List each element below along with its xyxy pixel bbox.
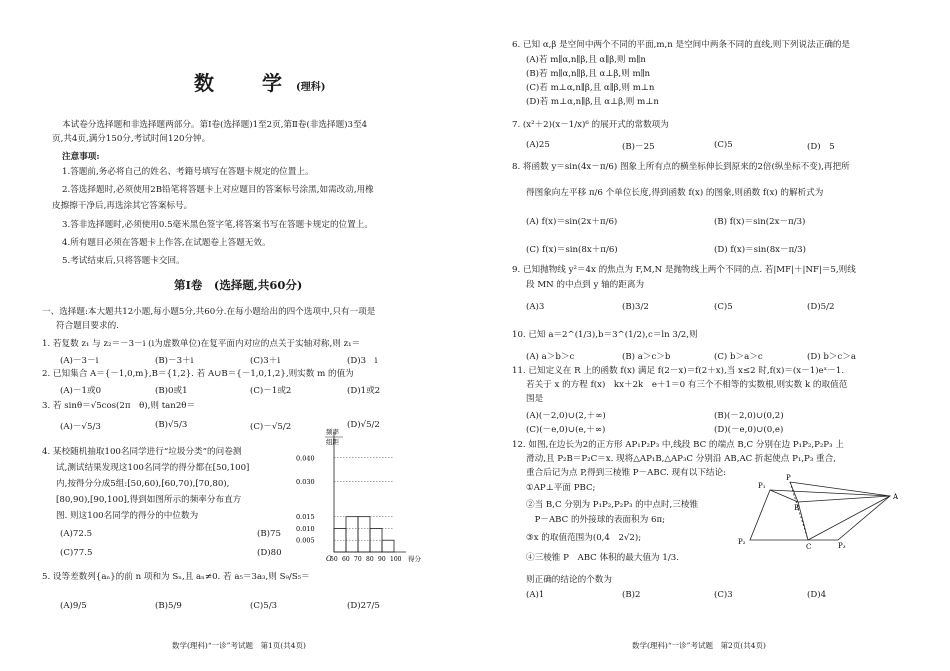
note-5: 5.考试结束后,只将答题卡交回。 [62,256,185,266]
question-7: 7. (x²＋2)(x－1/x)⁶ 的展开式的常数项为 [512,120,669,130]
q12-option-b: (B)2 [622,590,641,600]
q12-conclusion-4: ④三棱锥 P ABC 体积的最大值为 1/3. [526,553,679,563]
section-title: 第Ⅰ卷 (选择题,共60分) [174,278,303,292]
q2-option-c: (C)－1或2 [250,386,292,396]
edge-b-c [798,502,808,540]
question-9-cont: 段 MN 的中点到 y 轴的距离为 [526,280,645,290]
notice-title: 注意事项: [62,152,100,162]
label-c: C [806,543,812,551]
q4-option-d: (D)80 [257,548,282,558]
q11-option-c: (C)(－e,0)∪(e,＋∞) [526,425,606,435]
y-tick-label: 0.005 [296,536,315,545]
y-tick-label: 0.030 [296,477,315,486]
q6-option-d: (D)若 m⊥α,n∥β,且 α⊥β,则 m⊥n [526,97,659,107]
q7-option-b: (B)－25 [622,142,655,152]
y-tick-label: 0.015 [296,513,315,522]
q11-option-b: (B)(－2,0)∪(0,2) [714,411,784,421]
y-tick-label: 0.040 [296,454,315,463]
x-tick-label: 80 [366,556,374,563]
question-1: 1. 若复数 z₁ 与 z₂＝－3－i (i为虚数单位)在复平面内对应的点关于实轴对称,则 z₁＝ [42,339,361,349]
page-title: 数 学(理科) [194,71,326,95]
q1-option-a: (A)－3－i [60,356,99,366]
note-2-cont: 皮擦擦干净后,再选涂其它答案标号。 [52,201,193,211]
q2-option-b: (B)0或1 [155,386,188,396]
label-b: B [794,504,800,512]
y-tick-label: 0.010 [296,524,315,533]
intro-line-1: 本试卷分选择题和非选择题两部分。第Ⅰ卷(选择题)1至2页,第Ⅱ卷(非选择题)3至4 [62,120,368,130]
q6-option-b: (B)若 m∥α,n∥β,且 α⊥β,则 m∥n [526,69,651,79]
q4-option-c: (C)77.5 [60,548,93,558]
part1-instructions: 一、选择题:本大题共12小题,每小题5分,共60分.在每小题给出的四个选项中,只有一项是 [42,307,376,317]
q11-option-d: (D)(－e,0)∪(0,e) [714,425,784,435]
q12-option-c: (C)3 [714,590,733,600]
part1-instructions-cont: 符合题目要求的. [56,321,119,331]
q8-option-b: (B) f(x)＝sin(2x－π/3) [714,217,806,227]
question-8: 8. 将函数 y＝sin(4x－π/6) 图象上所有点的横坐标伸长到原来的2倍(纵坐标不变),再把所 [512,162,850,172]
q9-option-a: (A)3 [526,302,545,312]
q5-option-c: (C)5/3 [250,601,278,611]
label-a: A [893,493,899,501]
question-12-line-3: 重合后记为点 P,得到三棱锥 P－ABC. 现有以下结论: [526,468,727,478]
note-1: 1.答题前,务必将自己的姓名、考籍号填写在答题卡规定的位置上。 [62,167,314,177]
x-tick-label: 90 [378,556,386,563]
q2-option-a: (A)－1或0 [60,386,102,396]
question-4-line-3: 内,按得分分成5组:[50,60),[60,70),[70,80), [56,479,230,489]
edge-b-a [798,496,890,502]
question-5: 5. 设等差数列{aₙ}的前 n 项和为 Sₙ,且 aₙ≠0. 若 a₅＝3a₃,则 S₉/S₅＝ [42,572,310,582]
question-9: 9. 已知抛物线 y²＝4x 的焦点为 F,M,N 是抛物线上两个不同的点. 若|MF|＋|NF|＝5,则线 [512,265,856,275]
question-4-line-2: 试,测试结果发现这100名同学的得分都在[50,100] [56,463,250,473]
q7-option-c: (C)5 [714,140,733,150]
q9-option-b: (B)3/2 [622,302,649,312]
intro-line-2: 页,共4页,满分150分,考试时间120分钟。 [52,134,211,144]
q8-option-c: (C) f(x)＝sin(8x＋π/6) [526,245,618,255]
y-axis-label-bottom: 组距 [326,438,339,446]
page-footer-left: 数学(理科)“一诊”考试题 第1页(共4页) [172,641,306,650]
label-p: P [786,474,791,482]
histogram-bar [346,517,358,552]
right-column [512,0,912,671]
question-11: 11. 已知定义在 R 上的函数 f(x) 满足 f(2－x)＝f(2＋x),当 x≤2 时,f(x)＝(x－1)eˣ－1. [512,366,845,376]
q5-option-d: (D)27/5 [347,601,380,611]
q5-option-b: (B)5/9 [155,601,182,611]
x-tick-label: 70 [354,556,362,563]
question-10: 10. 已知 a＝2^(1/3),b＝3^(1/2),c＝ln 3/2,则 [512,330,698,340]
q3-option-d: (D)√5/2 [347,420,380,430]
question-3: 3. 若 sinθ＝√5cos(2π θ),则 tan2θ＝ [42,401,196,411]
note-3: 3.答非选择题时,必须使用0.5毫米黑色签字笔,将答案书写在答题卡规定的位置上。 [62,220,373,230]
q10-option-c: (C) b＞a＞c [714,352,763,362]
frequency-histogram [296,420,421,563]
histogram-bar [382,540,394,552]
page-footer-right: 数学(理科)“一诊”考试题 第2页(共4页) [632,641,766,650]
q1-option-d: (D)3 i [347,356,378,366]
label-p3: P₃ [838,542,846,550]
q12-prompt: 则正确的结论的个数为 [526,575,612,585]
note-4: 4.所有题目必须在答题卡上作答,在试题卷上答题无效。 [62,238,271,248]
q6-option-c: (C)若 m⊥α,n∥β,且 α∥β,则 m⊥n [526,83,655,93]
q12-option-a: (A)1 [526,590,545,600]
q12-option-d: (D)4 [807,590,827,600]
question-12-line-1: 12. 如图,在边长为2的正方形 AP₁P₂P₃ 中,线段 BC 的端点 B,C 分别在边 P₁P₂,P₂P₃ 上 [512,440,844,450]
q7-option-d: (D) 5 [807,142,835,152]
q1-option-c: (C)3＋i [250,356,281,366]
q8-option-a: (A) f(x)＝sin(2x＋π/6) [526,217,618,227]
q3-option-b: (B)√5/3 [155,420,188,430]
question-11-cont: 若关于 x 的方程 f(x) kx＋2k e＋1＝0 有三个不相等的实数根,则实数 k 的取值范 [526,380,848,390]
label-p2: P₂ [738,538,746,546]
edge-c-a [808,496,890,540]
q2-option-d: (D)1或2 [347,386,381,396]
q3-option-a: (A)－√5/3 [60,422,101,432]
q12-conclusion-1: ①AP⊥平面 PBC; [526,483,596,493]
q4-option-a: (A)72.5 [60,529,93,539]
x-tick-label: 60 [342,556,350,563]
question-4-line-4: [80,90),[90,100],得到如图所示的频率分布直方 [56,495,242,505]
q9-option-c: (C)5 [714,302,733,312]
x-tick-label: 50 [330,556,338,563]
q10-option-d: (D) b＞c＞a [807,352,856,362]
label-p1: P₁ [758,482,766,490]
q12-tetrahedron-figure [738,474,900,551]
question-4-line-1: 4. 某校随机抽取100名同学进行“垃圾分类”的问卷测 [42,447,242,457]
question-4-line-5: 图. 则这100名同学的得分的中位数为 [56,511,199,521]
question-8-cont: 得图象向左平移 π/6 个单位长度,得到函数 f(x) 的图象,则函数 f(x) 的解析式为 [526,188,824,198]
q4-option-b: (B)75 [257,529,281,539]
q12-conclusion-3: ③x 的取值范围为(0,4 2√2); [526,533,642,543]
q7-option-a: (A)25 [526,140,550,150]
question-12-line-2: 滑动,且 P₂B＝P₂C＝x. 现将△AP₁B,△AP₃C 分别沿 AB,AC 折起使点 P₁,P₃ 重合, [526,454,836,464]
origin-label: O [326,555,332,563]
left-column [42,0,424,671]
q10-option-b: (B) a＞c＞b [622,352,671,362]
q1-option-b: (B)－3＋i [155,356,194,366]
question-6: 6. 已知 α,β 是空间中两个不同的平面,m,n 是空间中两条不同的直线,则下列说法正确的是 [512,40,851,50]
note-2: 2.答选择题时,必须使用2B铅笔将答题卡上对应题目的答案标号涂黑,如需改动,用橡 [62,185,374,195]
x-axis-label: 得分 [408,555,421,563]
q12-conclusion-2-cont: P－ABC 的外接球的表面积为 6π; [526,515,666,525]
q8-option-d: (D) f(x)＝sin(8x－π/3) [714,245,806,255]
q9-option-d: (D)5/2 [807,302,835,312]
q3-option-c: (C)－√5/2 [250,422,292,432]
q12-conclusion-2: ②当 B,C 分别为 P₁P₂,P₂P₃ 的中点时,三棱锥 [526,500,699,510]
histogram-bar [358,517,370,552]
x-tick-label: 100 [390,556,402,563]
question-2: 2. 已知集合 A＝{－1,0,m},B＝{1,2}. 若 A∪B＝{－1,0,1,2},则实数 m 的值为 [42,369,354,379]
q10-option-a: (A) a＞b＞c [526,352,575,362]
question-11-cont-2: 围是 [526,394,544,404]
y-axis-label-top: 频率 [326,428,339,436]
q6-option-a: (A)若 m∥α,n∥β,且 α∥β,则 m∥n [526,55,646,65]
q5-option-a: (A)9/5 [60,601,87,611]
q11-option-a: (A)(－2,0)∪(2,＋∞) [526,411,606,421]
